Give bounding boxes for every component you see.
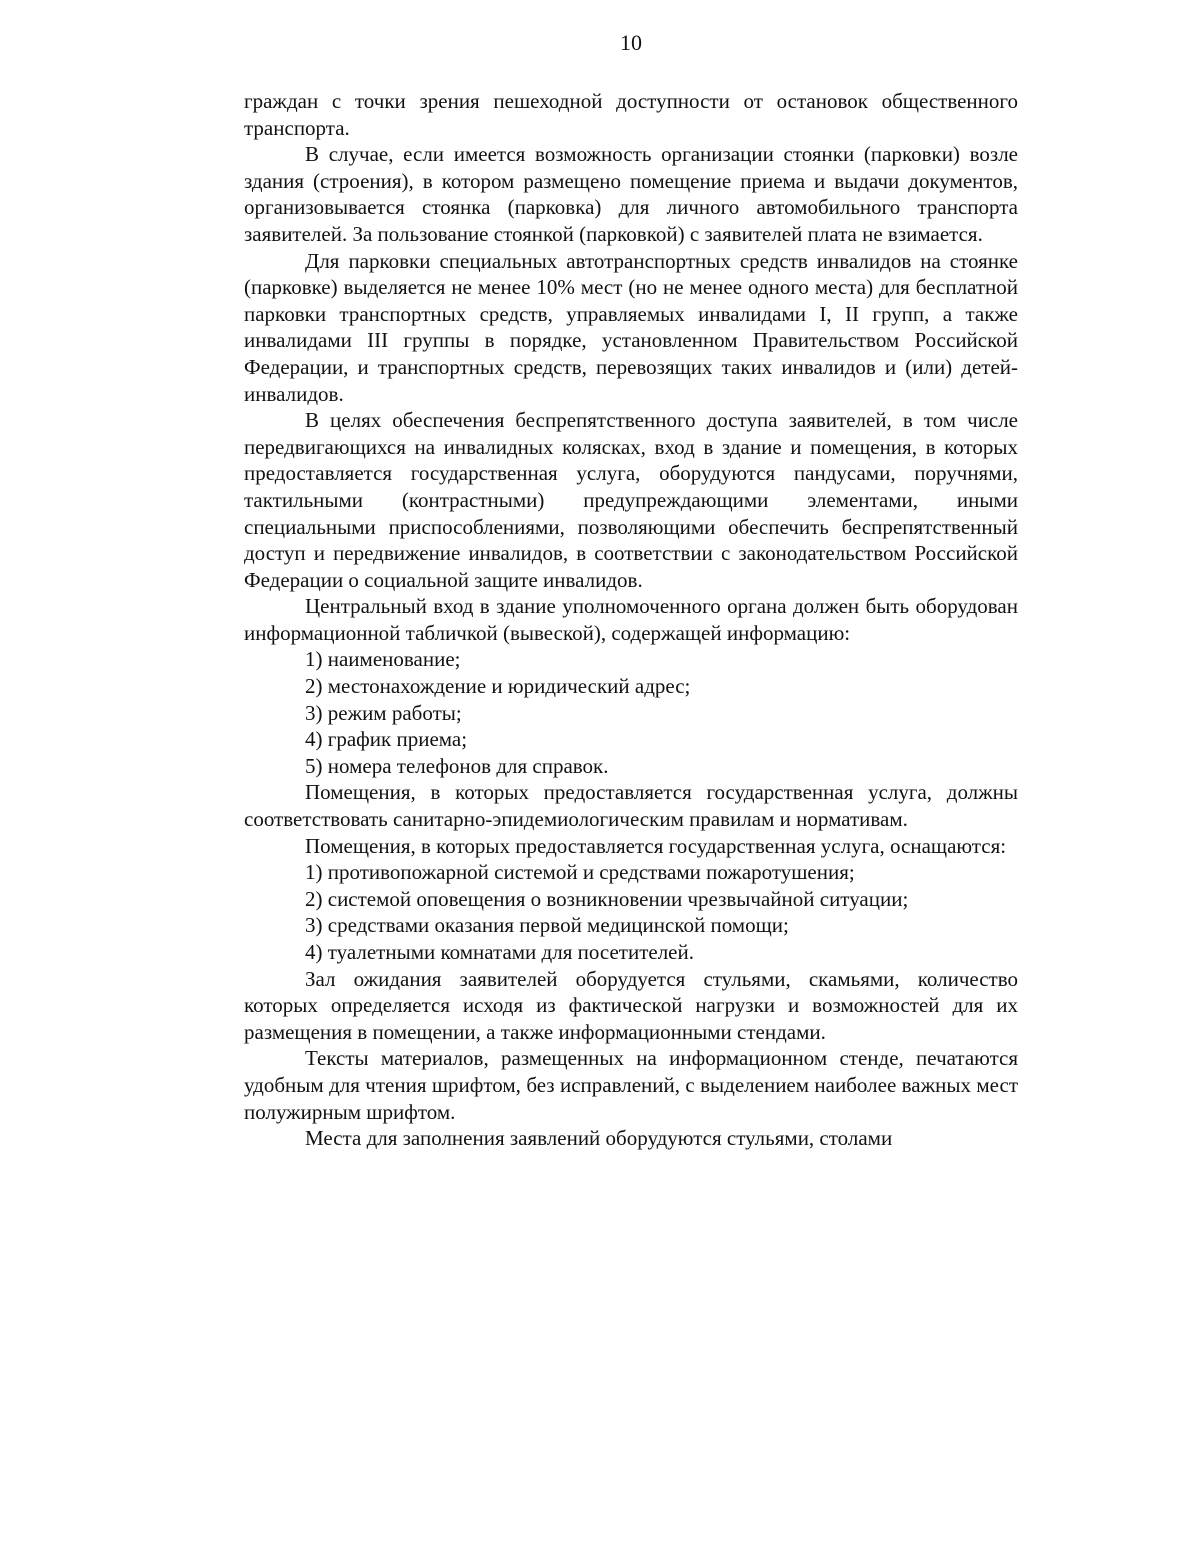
- paragraph-sanitary: Помещения, в которых предоставляется государственная услуга, должны соответствовать санитарно-эпидемиологическим правилам и нормативам.: [244, 780, 1018, 832]
- list-item-fire-system: 1) противопожарной системой и средствами пожаротушения;: [305, 860, 855, 885]
- list-item-sign-reception: 4) график приема;: [305, 727, 468, 752]
- paragraph-continuation: граждан с точки зрения пешеходной доступности от остановок общественного транспорта.: [244, 89, 1018, 140]
- paragraph-disabled-parking: Для парковки специальных автотранспортных средств инвалидов на стоянке (парковке) выделяется не менее 10% мест (но не менее одного места) для бесплатной парковки транспортных средств, управляемых инвалидами I, II групп, а также инвалидами III группы в порядке, установленном Правительством Российской Федерации, и транспортных средств, перевозящих таких инвалидов и (или) детей-инвалидов.: [244, 248, 1018, 406]
- list-item-sign-schedule: 3) режим работы;: [305, 700, 462, 725]
- paragraph-stand-texts: Тексты материалов, размещенных на информационном стенде, печатаются удобным для чтения шрифтом, без исправлений, с выделением наиболее важных мест полужирным шрифтом.: [244, 1046, 1018, 1124]
- list-item-toilets: 4) туалетными комнатами для посетителей.: [305, 940, 694, 964]
- paragraph-accessibility: В целях обеспечения беспрепятственного доступа заявителей, в том числе передвигающихся на инвалидных колясках, вход в здание и помещения, в которых предоставляется государственная услуга, оборудуются пандусами, поручнями, тактильными (контрастными) предупреждающими элементами, иными специальными приспособлениями, позволяющими обеспечить беспрепятственный доступ и передвижение инвалидов, в соответствии с законодательством Российской Федерации о социальной защите инвалидов.: [244, 408, 1018, 592]
- paragraph-waiting-hall: Зал ожидания заявителей оборудуется стульями, скамьями, количество которых определяется исходя из фактической нагрузки и возможностей для их размещения в помещении, а также информационными стендами.: [244, 966, 1018, 1044]
- list-item-sign-name: 1) наименование;: [305, 647, 461, 672]
- list-item-first-aid: 3) средствами оказания первой медицинской помощи;: [305, 913, 789, 938]
- paragraph-entrance-sign: Центральный вход в здание уполномоченного органа должен быть оборудован информационной табличкой (вывеской), содержащей информацию:: [244, 594, 1018, 645]
- paragraph-application-places: Места для заполнения заявлений оборудуются стульями, столами: [305, 1126, 893, 1151]
- paragraph-equipment: Помещения, в которых предоставляется государственная услуга, оснащаются:: [305, 833, 1007, 858]
- list-item-sign-address: 2) местонахождение и юридический адрес;: [305, 674, 691, 699]
- page-number: 10: [620, 30, 642, 55]
- paragraph-parking-organization: В случае, если имеется возможность организации стоянки (парковки) возле здания (строения), в котором размещено помещение приема и выдачи документов, организовывается стоянка (парковка) для личного автомобильного транспорта заявителей. За пользование стоянкой (парковкой) с заявителей плата не взимается.: [244, 142, 1018, 246]
- document-body: [244, 88, 1018, 1152]
- list-item-emergency-alert: 2) системой оповещения о возникновении чрезвычайной ситуации;: [305, 886, 909, 911]
- list-item-sign-phones: 5) номера телефонов для справок.: [305, 753, 609, 778]
